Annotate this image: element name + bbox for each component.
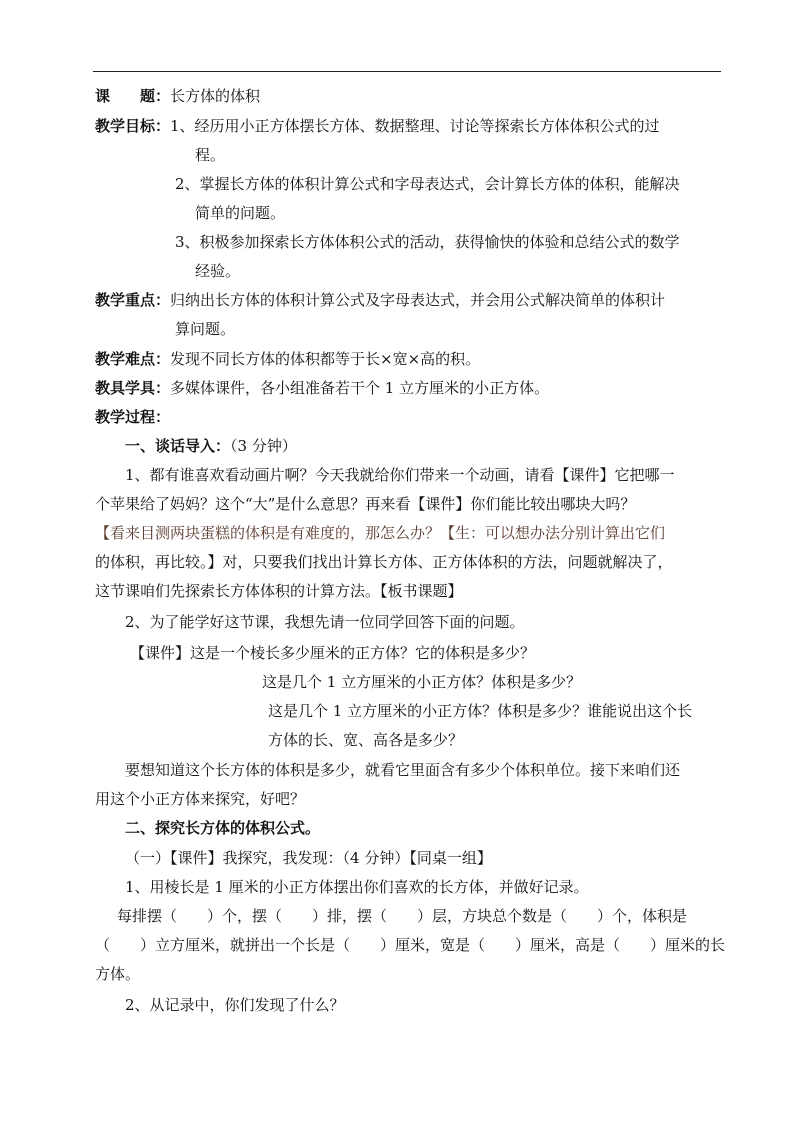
difficulty-label: 教学难点： [95, 350, 171, 368]
section2-fill-a: 每排摆（ ）个，摆（ ）排，摆（ ）层，方块总个数是（ ）个，体积是 [117, 907, 688, 925]
section2-sub1: （一）【课件】我探究，我发现：（4 分钟）【同桌一组】 [125, 849, 492, 867]
section2-p1: 1、用棱长是 1 厘米的小正方体摆出你们喜欢的长方体，并做好记录。 [125, 878, 589, 896]
topic-line [95, 86, 260, 106]
objectives-line-1 [95, 116, 660, 136]
section1-p1-b: 个苹果给了妈妈？这个“大”是什么意思？再来看【课件】你们能比较出哪块大吗？ [95, 495, 636, 513]
difficulty-text: 发现不同长方体的体积都等于长×宽×高的积。 [170, 350, 481, 368]
section1-p1-d: 的体积，再比较。】对，只要我们找出计算长方体、正方体体积的方法，问题就解决了， [95, 553, 673, 571]
objective-2a: 2、掌握长方体的体积计算公式和字母表达式，会计算长方体的体积，能解决 [175, 175, 680, 193]
section1-q2: 这是几个 1 立方厘米的小正方体？体积是多少？ [262, 673, 582, 691]
section2-p2: 2、从记录中，你们发现了什么？ [125, 996, 345, 1014]
section1-p2: 2、为了能学好这节课，我想先请一位同学回答下面的问题。 [125, 613, 525, 631]
objectives-label: 教学目标： [95, 117, 171, 135]
process-label: 教学过程： [95, 408, 171, 426]
section2-heading: 二、探究长方体的体积公式。 [125, 819, 321, 837]
objective-3b: 经验。 [195, 262, 241, 280]
section1-heading [125, 436, 297, 456]
objective-3a: 3、积极参加探索长方体体积公式的活动，获得愉快的体验和总结公式的数学 [175, 233, 680, 251]
section1-p1-e: 这节课咱们先探索长方体体积的计算方法。【板书课题】 [95, 582, 463, 600]
key-points-text-b: 算问题。 [175, 320, 236, 338]
objective-1a: 1、经历用小正方体摆长方体、数据整理、讨论等探索长方体体积公式的过 [170, 117, 660, 135]
difficulty-line [95, 349, 480, 369]
section1-heading-text: 一、谈话导入： [125, 437, 231, 455]
key-points-label: 教学重点： [95, 291, 171, 309]
section2-fill-c: 方体。 [95, 965, 141, 983]
objective-2b: 简单的问题。 [195, 204, 286, 222]
section1-p1-a: 1、都有谁喜欢看动画片啊？今天我就给你们带来一个动画，请看【课件】它把哪一 [125, 466, 675, 484]
section1-q3-b: 方体的长、宽、高各是多少？ [268, 731, 464, 749]
topic-label: 课 题： [95, 87, 171, 105]
key-points-line [95, 290, 665, 310]
tools-line [95, 378, 549, 398]
header-rule [93, 71, 721, 72]
key-points-text-a: 归纳出长方体的体积计算公式及字母表达式，并会用公式解决简单的体积计 [170, 291, 666, 309]
section2-fill-b: （ ）立方厘米，就拼出一个长是（ ）厘米，宽是（ ）厘米，高是（ ）厘米的长 [95, 936, 726, 954]
section1-p1-c: 【看来目测两块蛋糕的体积是有难度的，那怎么办？【生：可以想办法分别计算出它们 [95, 524, 666, 542]
objective-1b: 程。 [195, 146, 226, 164]
tools-label: 教具学具： [95, 379, 171, 397]
section1-p3-a: 要想知道这个长方体的体积是多少，就看它里面含有多少个体积单位。接下来咱们还 [125, 761, 681, 779]
section1-heading-time: （3 分钟） [230, 437, 297, 455]
section1-q3-a: 这是几个 1 立方厘米的小正方体？体积是多少？谁能说出这个长 [268, 702, 693, 720]
topic-value: 长方体的体积 [170, 87, 261, 105]
tools-text: 多媒体课件，各小组准备若干个 1 立方厘米的小正方体。 [170, 379, 550, 397]
section1-q1: 【课件】这是一个棱长多少厘米的正方体？它的体积是多少？ [130, 644, 536, 662]
section1-p3-b: 用这个小正方体来探究，好吧？ [95, 790, 306, 808]
